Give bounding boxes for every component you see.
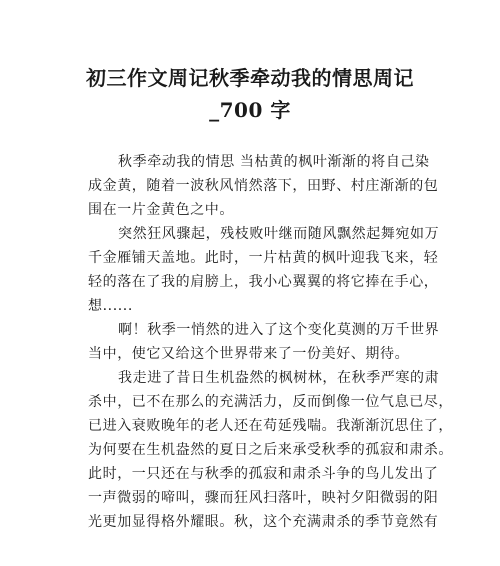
text-line: 已进入衰败晚年的老人还在苟延残喘。我渐渐沉思住了，	[88, 418, 453, 434]
text-line: 想......	[88, 298, 133, 314]
text-line: 啊！秋季一悄然的进入了这个变化莫测的万千世界	[118, 322, 440, 338]
text-line: 光更加显得格外耀眼。秋，这个充满肃杀的季节竟然有	[88, 514, 439, 530]
text-line: 千金雁铺天盖地。此时，一片枯黄的枫叶迎我飞来，轻	[88, 250, 439, 266]
text-line: 杀中，已不在那么的充满活力，反而倒像一位气息已尽，	[88, 394, 453, 410]
text-line: 秋季牵动我的情思 当枯黄的枫叶渐渐的将自己染	[118, 154, 430, 170]
document-title	[70, 62, 430, 126]
text-line: 成金黄，随着一波秋风悄然落下，田野、村庄渐渐的包	[88, 178, 439, 194]
text-line: 此时，一只还在与秋季的孤寂和肃杀斗争的鸟儿发出了	[88, 466, 439, 482]
text-line: 一声微弱的啼叫，骤而狂风扫落叶，映衬夕阳微弱的阳	[88, 490, 439, 506]
text-line: 围在一片金黄色之中。	[88, 202, 234, 218]
text-line: 我走进了昔日生机盎然的枫树林，在秋季严寒的肃	[118, 370, 440, 386]
document-body	[88, 150, 453, 534]
title-line: 初三作文周记秋季牵动我的情思周记	[86, 66, 414, 90]
title-line: _700 字	[209, 98, 291, 122]
text-line: 当中，使它又给这个世界带来了一份美好、期待。	[88, 346, 410, 362]
text-line: 为何要在生机盎然的夏日之后来承受秋季的孤寂和肃杀。	[88, 442, 453, 458]
text-line: 轻的落在了我的肩膀上，我小心翼翼的将它捧在手心，	[88, 274, 439, 290]
text-line: 突然狂风骤起，残枝败叶继而随风飘然起舞宛如万	[118, 226, 440, 242]
